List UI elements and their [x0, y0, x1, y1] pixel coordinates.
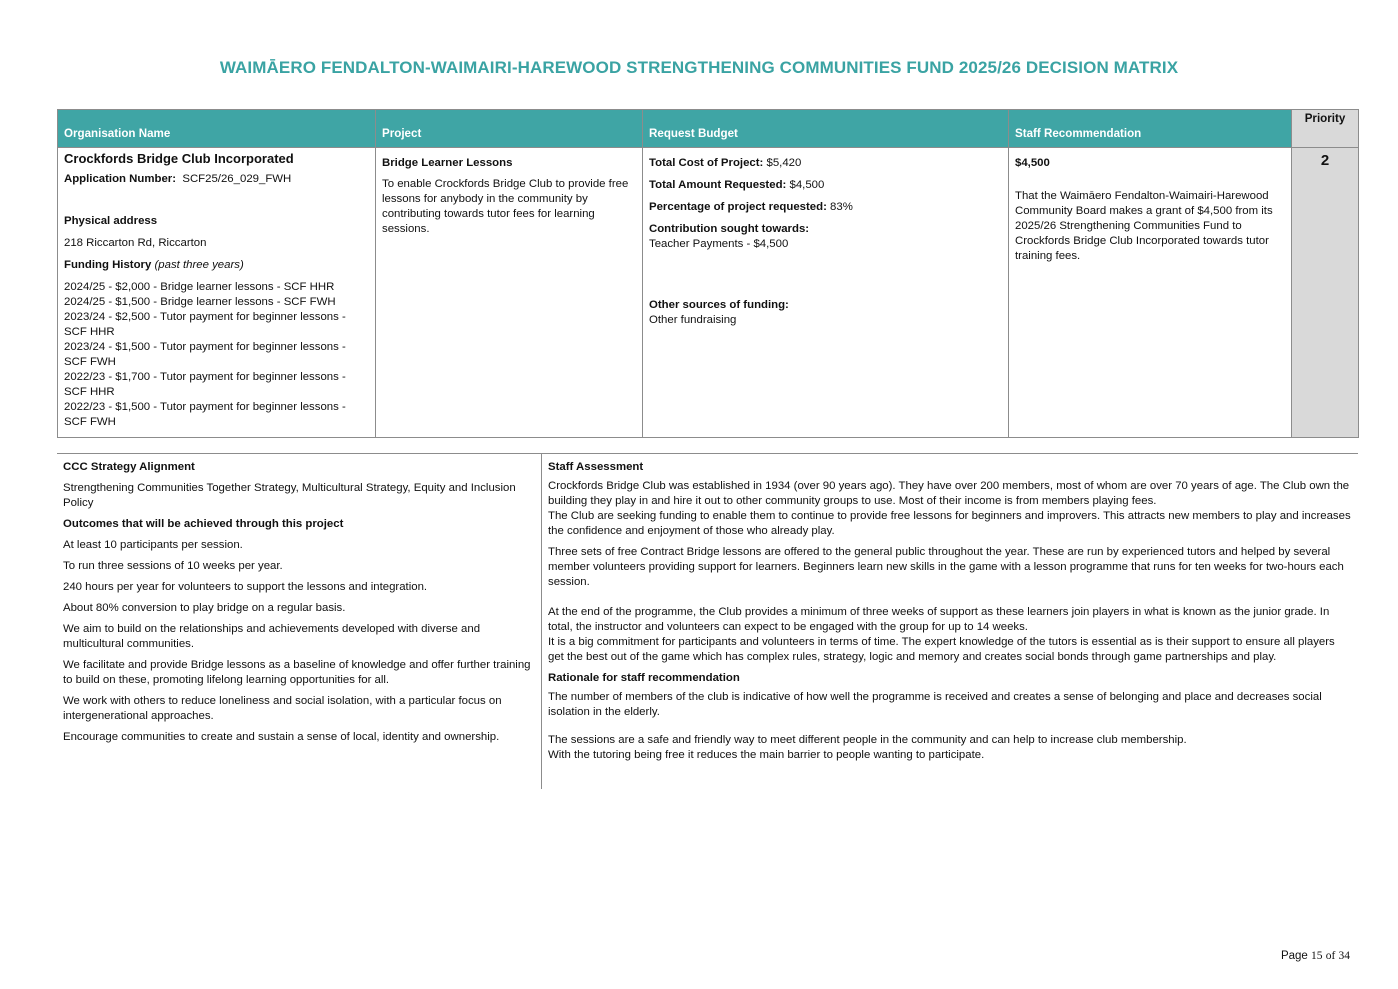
assessment-paragraph: The Club are seeking funding to enable them to continue to provide free lessons for beginners and improvers. This attracts new members to play and increases the confidence and enjoyment of those who already play.: [548, 510, 1351, 537]
amount-requested: $4,500: [789, 179, 825, 191]
project-cell: [376, 148, 643, 438]
percentage-label: Percentage of project requested:: [649, 201, 827, 213]
organisation-name: Crockfords Bridge Club Incorporated: [64, 151, 294, 166]
list-item: About 80% conversion to play bridge on a regular basis.: [63, 602, 346, 614]
physical-address-label: Physical address: [64, 215, 158, 227]
funding-history-label: Funding History: [64, 259, 152, 271]
list-item: We work with others to reduce loneliness and social isolation, with a particular focus on intergenerational approaches.: [63, 695, 502, 722]
total-cost: $5,420: [766, 157, 802, 169]
staff-assessment-column: [541, 454, 1358, 789]
outcomes-heading: Outcomes that will be achieved through this project: [63, 518, 344, 530]
contribution-value: Teacher Payments - $4,500: [649, 238, 789, 250]
organisation-cell: [58, 148, 376, 438]
priority-value: 2: [1292, 148, 1359, 438]
list-item: 240 hours per year for volunteers to support the lessons and integration.: [63, 581, 428, 593]
list-item: We facilitate and provide Bridge lessons as a baseline of knowledge and offer further training to build on these, promoting lifelong learning opportunities for all.: [63, 659, 531, 686]
assessment-section: [57, 453, 1358, 789]
page-current: 15: [1311, 950, 1323, 962]
list-item: We aim to build on the relationships and achievements developed with diverse and multicultural communities.: [63, 623, 481, 650]
rationale-paragraph: The number of members of the club is indicative of how well the programme is received and creates a sense of belonging and place and decreases social isolation in the elderly.: [548, 691, 1322, 718]
recommendation-text: That the Waimāero Fendalton-Waimairi-Harewood Community Board makes a grant of $4,500 from its 2025/26 Strengthening Communities Fund to Crockfords Bridge Club Incorporated towards tutor training fees.: [1015, 190, 1273, 262]
application-number-label: Application Number:: [64, 173, 177, 185]
list-item: At least 10 participants per session.: [63, 539, 243, 551]
other-sources-value: Other fundraising: [649, 314, 737, 326]
page-number: [1281, 950, 1350, 962]
list-item: To run three sessions of 10 weeks per year.: [63, 560, 283, 572]
header-project: Project: [376, 110, 643, 148]
page-total: 34: [1338, 950, 1350, 962]
header-priority: Priority: [1292, 110, 1359, 148]
rationale-paragraph: With the tutoring being free it reduces the main barrier to people wanting to participate.: [548, 749, 985, 761]
staff-recommendation-cell: [1009, 148, 1292, 438]
other-sources-label: Other sources of funding:: [649, 299, 789, 311]
assessment-paragraph: Crockfords Bridge Club was established in 1934 (over 90 years ago). They have over 200 members, most of whom are over 70 years of age. The Club own the building they play in and hire it out to other community groups to use. Most of their income is from members playing fees.: [548, 480, 1350, 507]
header-organisation: Organisation Name: [58, 110, 376, 148]
amount-requested-label: Total Amount Requested:: [649, 179, 787, 191]
strategy-heading: CCC Strategy Alignment: [63, 461, 195, 473]
strategy-text: Strengthening Communities Together Strategy, Multicultural Strategy, Equity and Inclusion Policy: [63, 482, 516, 509]
list-item: 2023/24 - $1,500 - Tutor payment for beginner lessons - SCF FWH: [64, 341, 346, 368]
rationale-heading: Rationale for staff recommendation: [548, 672, 740, 684]
request-budget-cell: [643, 148, 1009, 438]
assessment-paragraph: It is a big commitment for participants and volunteers in terms of time. The expert knowledge of the tutors is essential as is their support to ensure all players get the best out of the game which has complex rules, strategy, logic and memory and creates social bonds through game partnerships and play.: [548, 636, 1335, 663]
page-label: Page: [1280, 950, 1308, 962]
assessment-paragraph: Three sets of free Contract Bridge lessons are offered to the general public throughout the year. These are run by experienced tutors and helped by several member volunteers providing support for learners. Beginners learn new skills in the game with a lesson programme that runs for ten weeks for two-hours each session.: [548, 546, 1344, 588]
funding-history-list: [64, 280, 369, 430]
percentage-requested: 83%: [830, 201, 853, 213]
strategy-alignment-column: [57, 454, 541, 789]
list-item: 2022/23 - $1,700 - Tutor payment for beginner lessons - SCF HHR: [64, 371, 346, 398]
project-name: Bridge Learner Lessons: [382, 157, 513, 169]
recommended-amount: $4,500: [1015, 157, 1050, 169]
page-of: of: [1325, 950, 1336, 962]
header-staff-recommendation: Staff Recommendation: [1009, 110, 1292, 148]
list-item: 2023/24 - $2,500 - Tutor payment for beginner lessons - SCF HHR: [64, 311, 346, 338]
header-request-budget: Request Budget: [643, 110, 1009, 148]
assessment-paragraph: At the end of the programme, the Club provides a minimum of three weeks of support as these learners join players in what is known as the junior grade. In total, the instructor and volunteers can expect to be engaged with the group for up to 14 weeks.: [548, 606, 1330, 633]
contribution-label: Contribution sought towards:: [649, 223, 810, 235]
list-item: Encourage communities to create and sustain a sense of local, identity and ownership.: [63, 731, 500, 743]
list-item: 2022/23 - $1,500 - Tutor payment for beginner lessons - SCF FWH: [64, 401, 346, 428]
table-header-row: [58, 110, 1359, 148]
page-title: WAIMĀERO FENDALTON-WAIMAIRI-HAREWOOD STRENGTHENING COMMUNITIES FUND 2025/26 DECISION MATRIX: [219, 58, 1179, 77]
total-cost-label: Total Cost of Project:: [649, 157, 764, 169]
staff-assessment-heading: Staff Assessment: [548, 461, 644, 473]
decision-matrix-table: [57, 109, 1359, 438]
project-description: To enable Crockfords Bridge Club to provide free lessons for anybody in the community by contributing towards tutor fees for learning sessions.: [382, 178, 629, 235]
list-item: 2024/25 - $2,000 - Bridge learner lessons - SCF HHR: [64, 281, 335, 293]
list-item: 2024/25 - $1,500 - Bridge learner lessons - SCF FWH: [64, 296, 336, 308]
rationale-paragraph: The sessions are a safe and friendly way to meet different people in the community and can help to increase club membership.: [548, 734, 1187, 746]
table-row: [58, 148, 1359, 438]
physical-address: 218 Riccarton Rd, Riccarton: [64, 237, 207, 249]
application-number: SCF25/26_029_FWH: [182, 173, 292, 185]
funding-history-note: (past three years): [154, 259, 244, 271]
